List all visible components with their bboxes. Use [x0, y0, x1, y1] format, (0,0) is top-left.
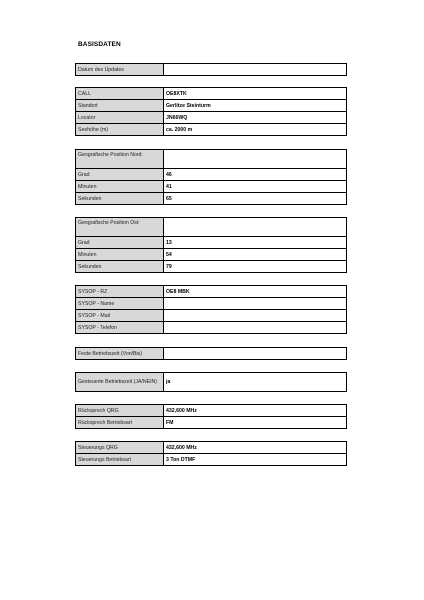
locator-value: JN66WQ [164, 112, 347, 124]
sysop-mail-label: SYSOP - Mail [76, 310, 164, 322]
control-mode-value: 3 Ton DTMF [164, 454, 347, 466]
controlled-hours-table [75, 372, 347, 392]
sysop-phone-value [164, 322, 347, 334]
sysop-rz-label: SYSOP - RZ [76, 286, 164, 298]
page-title: BASISDATEN [78, 41, 121, 48]
sysop-mail-value [164, 310, 347, 322]
control-qrg-value: 432,600 MHz [164, 442, 347, 454]
north-minutes-value: 41 [164, 181, 347, 193]
east-minutes-label: Minuten [76, 249, 164, 261]
update-label: Datum des Updates [76, 64, 164, 76]
east-seconds-label: Sekunden [76, 261, 164, 273]
north-header: Geografische Position Nord: [76, 150, 164, 169]
reply-qrg-label: Rücksprech QRG [76, 405, 164, 417]
controlled-hours-value: ja [164, 373, 347, 392]
sysop-name-label: SYSOP - Name [76, 298, 164, 310]
east-degrees-value: 13 [164, 237, 347, 249]
north-header-value [164, 150, 347, 169]
fixed-hours-table [75, 347, 347, 360]
east-position-table [75, 217, 347, 273]
altitude-label: Seehöhe (m) [76, 124, 164, 136]
control-qrg-label: Steuerungs QRG [76, 442, 164, 454]
locator-label: Locator [76, 112, 164, 124]
control-mode-label: Steuerungs Betriebsart [76, 454, 164, 466]
call-label: CALL [76, 88, 164, 100]
controlled-hours-label: Gesteuerte Betriebszeit (JA/NEIN) [76, 373, 164, 392]
location-value: Gerlitze Steinturm [164, 100, 347, 112]
east-seconds-value: 79 [164, 261, 347, 273]
call-value: OE8XTK [164, 88, 347, 100]
sysop-rz-value: OE8 MBK [164, 286, 347, 298]
sysop-phone-label: SYSOP - Telefon [76, 322, 164, 334]
reply-qrg-value: 432,600 MHz [164, 405, 347, 417]
north-position-table [75, 149, 347, 205]
north-seconds-value: 65 [164, 193, 347, 205]
east-minutes-value: 54 [164, 249, 347, 261]
reply-mode-label: Rücksprech Betriebsart [76, 417, 164, 429]
sysop-name-value [164, 298, 347, 310]
reply-mode-value: FM [164, 417, 347, 429]
north-degrees-value: 46 [164, 169, 347, 181]
east-header-value [164, 218, 347, 237]
north-seconds-label: Sekunden [76, 193, 164, 205]
east-header: Geografische Position Ost: [76, 218, 164, 237]
altitude-value: ca. 2000 m [164, 124, 347, 136]
sysop-table [75, 285, 347, 334]
update-value [164, 64, 347, 76]
fixed-hours-label: Feste Betriebszeit (Von/Bis) [76, 348, 164, 360]
north-minutes-label: Minuten [76, 181, 164, 193]
control-table [75, 441, 347, 466]
station-table [75, 87, 347, 136]
north-degrees-label: Grad [76, 169, 164, 181]
fixed-hours-value [164, 348, 347, 360]
reply-table [75, 404, 347, 429]
east-degrees-label: Grad [76, 237, 164, 249]
location-label: Standort [76, 100, 164, 112]
update-table [75, 63, 347, 76]
